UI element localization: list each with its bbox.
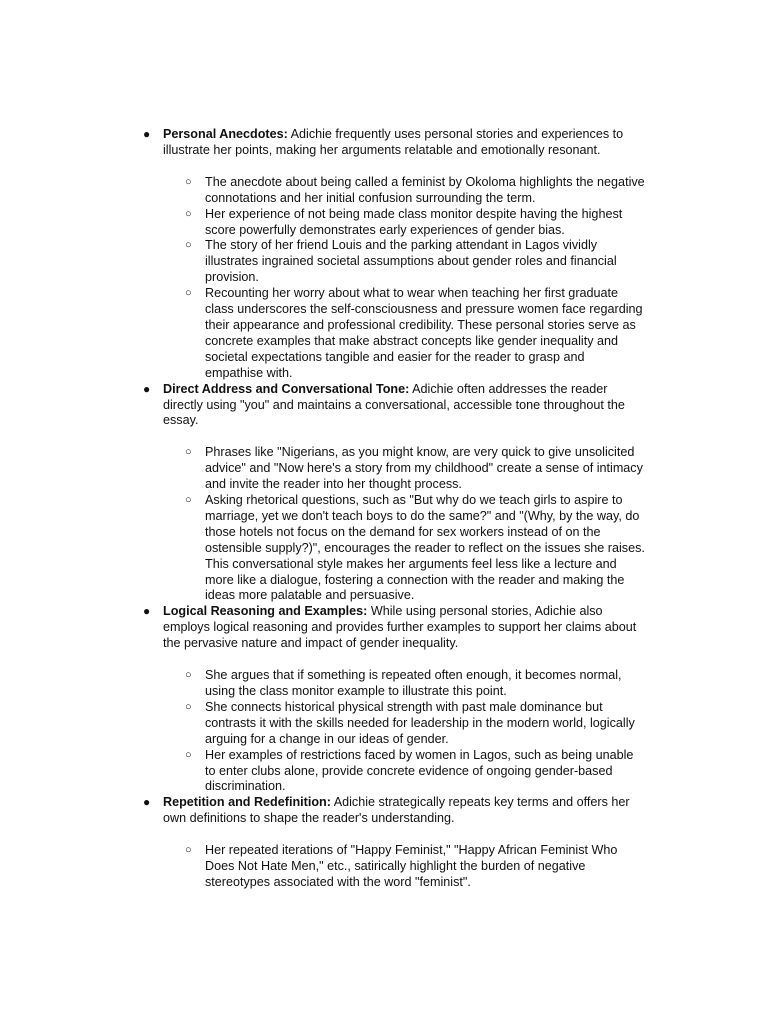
bullet-lead: Logical Reasoning and Examples: <box>163 604 368 619</box>
sub-bullet-marker: ○ <box>185 700 192 713</box>
sub-bullet-marker: ○ <box>185 494 192 507</box>
bullet-body: Adichie strategically repeats key terms and offers her own definitions to shape the reader's understanding. <box>163 795 630 826</box>
sub-item-text: The anecdote about being called a feminist by Okoloma highlights the negative connotations and her initial confusion surrounding the term. <box>205 174 645 205</box>
bullet-text <box>163 382 647 430</box>
sub-item-text: Asking rhetorical questions, such as "But why do we teach girls to aspire to marriage, yet we don't teach boys to do the same?" and "(Why, by the way, do those hotels not focus on the demand for sex workers instead of on the ostensible supply?)", encourages the reader to reflect on the issues she raises. This conversational style makes her arguments feel less like a lecture and more like a dialogue, fostering a connection with the reader and making the ideas more palatable and persuasive. <box>205 493 645 603</box>
sub-list-item <box>0 748 645 796</box>
bullet-body: Adichie often addresses the reader directly using "you" and maintains a conversational, accessible tone throughout the essay. <box>163 381 625 428</box>
bullet-marker: ● <box>143 795 151 810</box>
sub-list-item <box>0 175 645 207</box>
bullet-marker: ● <box>143 381 151 396</box>
sub-bullet-marker: ○ <box>185 844 192 857</box>
sub-item-text: Her repeated iterations of "Happy Feminist," "Happy African Feminist Who Does Not Hate Men," etc., satirically highlight the burden of negative stereotypes associated with the word "feminist". <box>205 843 618 889</box>
sub-list <box>0 843 768 891</box>
sub-list-item <box>0 700 645 748</box>
sub-item-text: She argues that if something is repeated often enough, it becomes normal, using the class monitor example to illustrate this point. <box>205 668 622 698</box>
bullet-text <box>163 604 647 652</box>
bullet-lead: Direct Address and Conversational Tone: <box>163 381 410 396</box>
bullet-marker: ● <box>143 604 151 619</box>
bullet-body: While using personal stories, Adichie also employs logical reasoning and provides further examples to support her claims about the pervasive nature and impact of gender inequality. <box>163 604 637 651</box>
bullet-item-logical-reasoning <box>0 604 647 652</box>
document-page <box>0 127 768 891</box>
sub-bullet-marker: ○ <box>185 669 192 682</box>
bullet-marker: ● <box>143 127 151 141</box>
sub-bullet-marker: ○ <box>185 175 192 188</box>
bullet-body: Adichie frequently uses personal stories and experiences to illustrate her points, making her arguments relatable and emotionally resonant. <box>163 127 624 157</box>
bullet-lead: Repetition and Redefinition: <box>163 795 331 810</box>
sub-list-item <box>0 843 645 891</box>
sub-item-text: The story of her friend Louis and the parking attendant in Lagos vividly illustrates ingrained societal assumptions about gender roles and financial provision. <box>205 238 617 285</box>
sub-bullet-marker: ○ <box>185 446 192 459</box>
bullet-text <box>163 127 647 159</box>
sub-bullet-marker: ○ <box>185 239 192 252</box>
sub-list <box>0 445 768 604</box>
sub-item-text: Phrases like "Nigerians, as you might know, are very quick to give unsolicited advice" and "Now here's a story from my childhood" create a sense of intimacy and invite the reader into her thought process. <box>205 445 643 492</box>
sub-list-item <box>0 286 645 381</box>
bullet-text <box>163 795 647 827</box>
sub-item-text: She connects historical physical strength with past male dominance but contrasts it with the skills needed for leadership in the modern world, logically arguing for a change in our ideas of gender. <box>205 699 635 746</box>
sub-list-item <box>0 238 645 286</box>
sub-list-item <box>0 445 645 493</box>
bullet-item-repetition <box>0 795 647 827</box>
sub-list-item <box>0 668 645 700</box>
sub-item-text: Her experience of not being made class monitor despite having the highest score powerfully demonstrates early experiences of gender bias. <box>205 206 623 237</box>
sub-bullet-marker: ○ <box>185 207 192 220</box>
sub-item-text: Her examples of restrictions faced by women in Lagos, such as being unable to enter clubs alone, provide concrete evidence of ongoing gender-based discrimination. <box>205 747 634 794</box>
bullet-item-personal-anecdotes <box>0 127 647 159</box>
sub-item-text: Recounting her worry about what to wear when teaching her first graduate class underscores the self-consciousness and pressure women face regarding their appearance and professional credibility. These personal stories serve as concrete examples that make abstract concepts like gender inequality and societal expectations tangible and easier for the reader to grasp and empathise with. <box>205 286 643 380</box>
bullet-lead: Personal Anecdotes: <box>163 127 288 141</box>
sub-list <box>0 175 768 382</box>
sub-list <box>0 668 768 795</box>
sub-list-item <box>0 493 645 604</box>
sub-list-item <box>0 207 645 239</box>
sub-bullet-marker: ○ <box>185 748 192 761</box>
bullet-item-direct-address <box>0 382 647 430</box>
sub-bullet-marker: ○ <box>185 287 192 300</box>
